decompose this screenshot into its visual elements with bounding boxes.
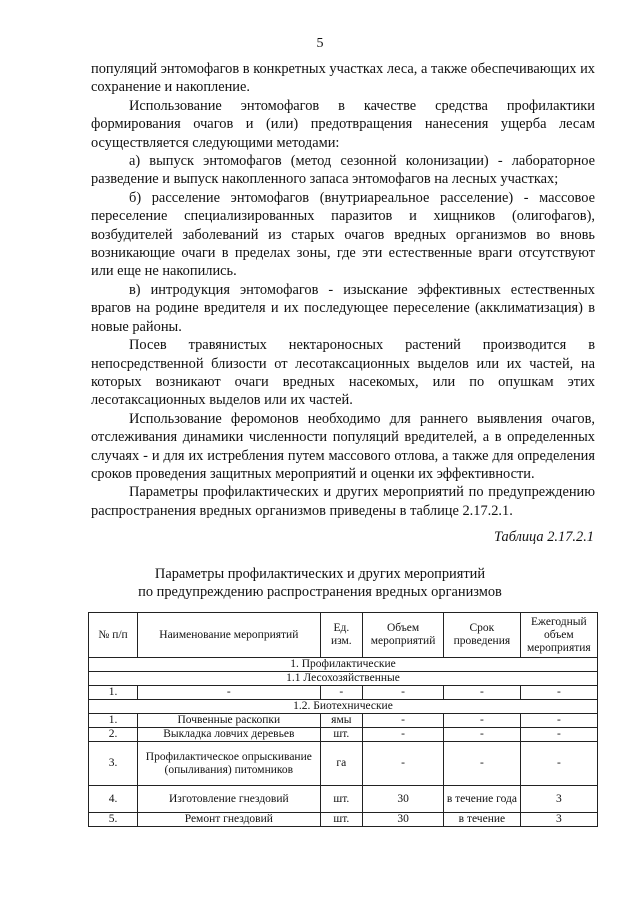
cell: - (363, 742, 444, 786)
cell: га (320, 742, 363, 786)
cell: - (520, 742, 597, 786)
section-1-1: 1.1 Лесохозяйственные (89, 672, 598, 686)
cell: - (520, 728, 597, 742)
header-name: Наименование мероприятий (138, 613, 321, 658)
cell: - (444, 728, 521, 742)
body-text (91, 60, 595, 520)
page-number: 5 (316, 36, 324, 51)
cell: 30 (363, 813, 444, 827)
cell: 3 (520, 786, 597, 813)
cell: в течение года (444, 786, 521, 813)
cell: - (520, 714, 597, 728)
cell: 3 (520, 813, 597, 827)
cell: 2. (89, 728, 138, 742)
header-num: № п/п (89, 613, 138, 658)
cell: - (444, 714, 521, 728)
cell: - (520, 686, 597, 700)
cell: - (363, 686, 444, 700)
cell: Выкладка ловчих деревьев (138, 728, 321, 742)
cell: 3. (89, 742, 138, 786)
table-row (89, 813, 598, 827)
cell: 1. (89, 686, 138, 700)
table-caption: Таблица 2.17.2.1 (494, 529, 594, 545)
cell: - (363, 728, 444, 742)
cell: - (320, 686, 363, 700)
parameters-table (88, 612, 598, 827)
cell: Профилактическое опрыскивание (опыливания) питомников (138, 742, 321, 786)
paragraph-4: в) интродукция энтомофагов - изыскание эффективных естественных врагов на родине вредителя и их последующее переселение (акклиматизация) в новые районы. (91, 281, 595, 335)
cell: 4. (89, 786, 138, 813)
header-term: Срок проведения (444, 613, 521, 658)
cell: ямы (320, 714, 363, 728)
table-title-line-2: по предупреждению распространения вредных организмов (138, 584, 502, 600)
paragraph-5: Посев травянистых нектароносных растений производится в непосредственной близости от лесотаксационных выделов или их частей, на которых возникают очаги вредных насекомых, или по опушкам этих лесотаксационных выделов или их частей. (91, 337, 595, 409)
cell: 30 (363, 786, 444, 813)
table-row (89, 714, 598, 728)
header-annual: Ежегодный объем мероприятия (520, 613, 597, 658)
cell: - (444, 742, 521, 786)
cell: шт. (320, 728, 363, 742)
paragraph-0: популяций энтомофагов в конкретных участках леса, а также обеспечивающих их сохранение и накопление. (91, 61, 595, 96)
table-row (89, 728, 598, 742)
cell: Изготовление гнездовий (138, 786, 321, 813)
cell: - (138, 686, 321, 700)
table-header-row (89, 613, 598, 658)
cell: в течение (444, 813, 521, 827)
table-row (89, 686, 598, 700)
paragraph-6: Использование феромонов необходимо для раннего выявления очагов, отслеживания динамики численности популяций вредителей, а в определенных случаях - и для их истребления путем массового отлова, а также для определения сроков проведения защитных мероприятий и оценки их эффективности. (91, 410, 595, 482)
table-title (0, 565, 640, 601)
cell: - (444, 686, 521, 700)
paragraph-7: Параметры профилактических и других мероприятий по предупреждению распространения вредных организмов приведены в таблице 2.17.2.1. (91, 484, 595, 519)
header-unit: Ед. изм. (320, 613, 363, 658)
cell: шт. (320, 813, 363, 827)
section-1-2: 1.2. Биотехнические (89, 700, 598, 714)
cell: Ремонт гнездовий (138, 813, 321, 827)
table-row (89, 786, 598, 813)
paragraph-2: а) выпуск энтомофагов (метод сезонной колонизации) - лабораторное разведение и выпуск накопленного запаса энтомофагов на лесных участках; (91, 153, 595, 188)
cell: 5. (89, 813, 138, 827)
cell: шт. (320, 786, 363, 813)
header-volume: Объем мероприятий (363, 613, 444, 658)
cell: Почвенные раскопки (138, 714, 321, 728)
cell: 1. (89, 714, 138, 728)
paragraph-3: б) расселение энтомофагов (внутриареальное расселение) - массовое переселение специализированных паразитов и хищников (олигофагов), возбудителей заболеваний из старых очагов вредных организмов во вновь возникающие очаги в пределах зоны, где эти естественные враги отсутствуют или еще не накопились. (91, 189, 595, 280)
cell: - (363, 714, 444, 728)
table-title-line-1: Параметры профилактических и других мероприятий (154, 566, 486, 582)
table-row (89, 742, 598, 786)
paragraph-1: Использование энтомофагов в качестве средства профилактики формирования очагов и (или) предотвращения нанесения ущерба лесам осуществляется следующими методами: (91, 97, 595, 151)
section-1: 1. Профилактические (89, 658, 598, 672)
